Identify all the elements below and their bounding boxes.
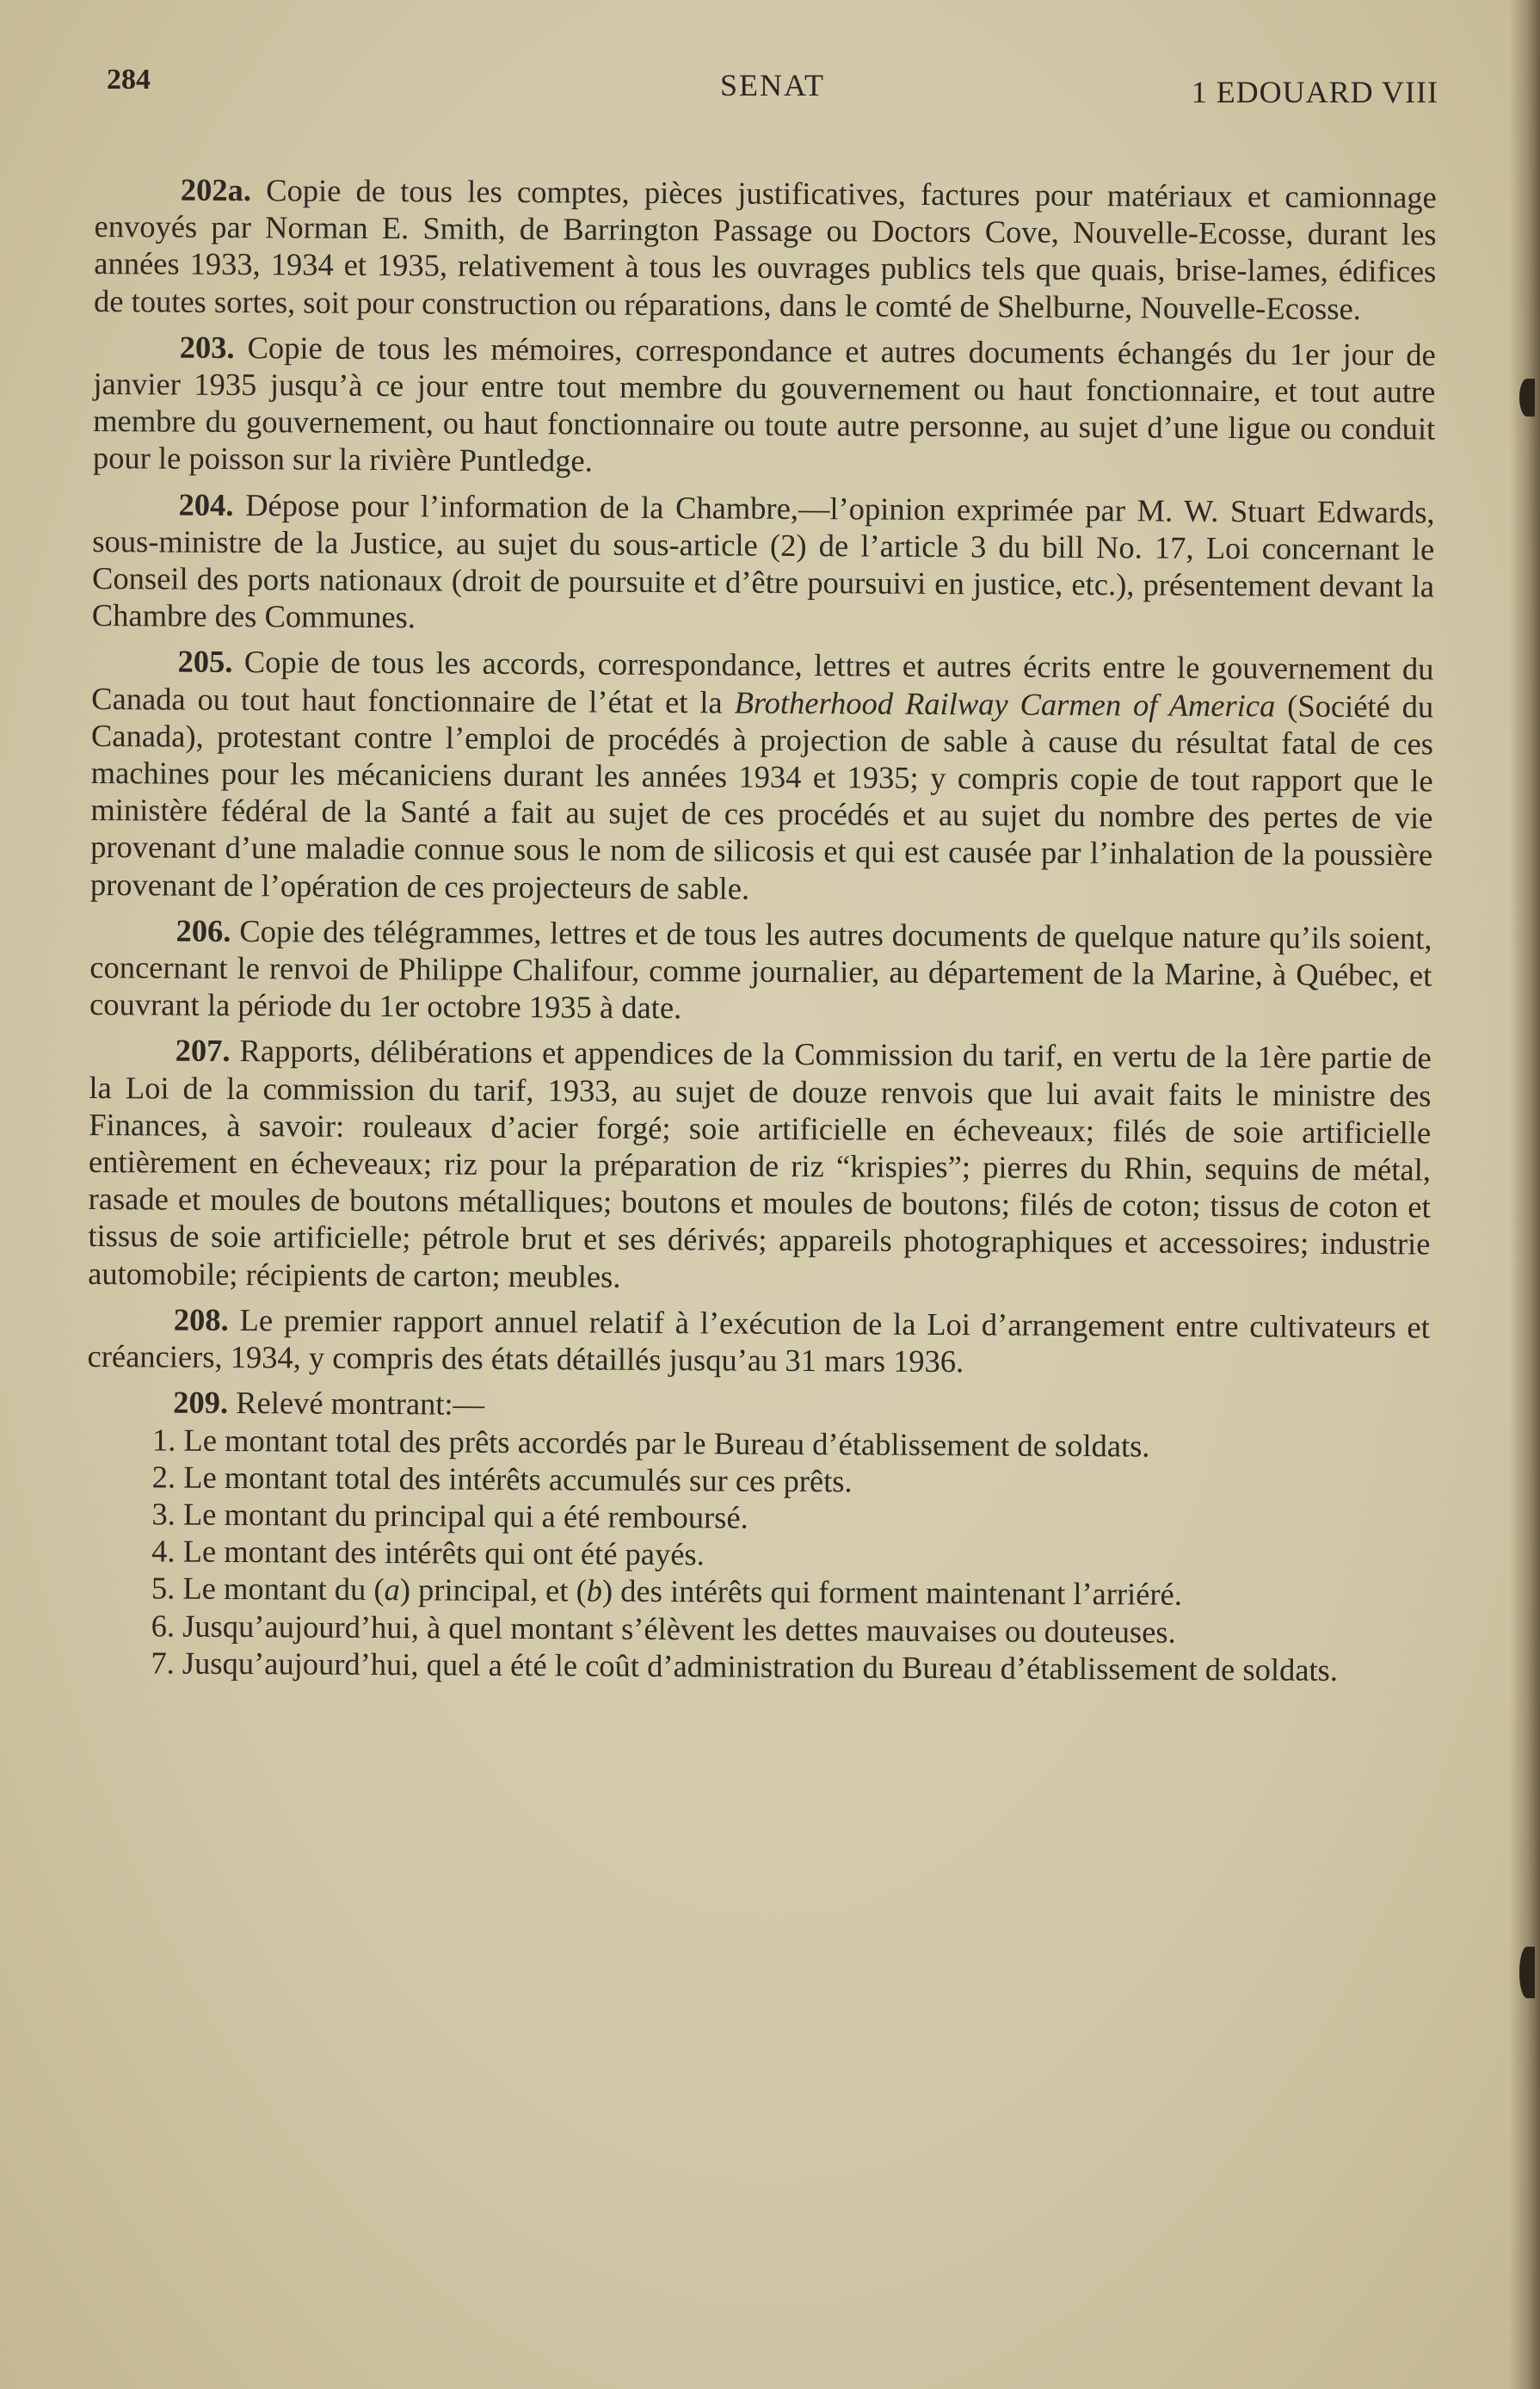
item-text: Copie des télégrammes, lettres et de tous les autres documents de quelque nature qu’ils soient, concernant le renvoi de Philippe Chalifour, comme journalier, au département de la Marine, à Québec, et couvrant la période du 1er octobre 1935 à date. — [89, 912, 1432, 1026]
item-number: 207. — [175, 1033, 231, 1069]
list-item — [90, 642, 1434, 911]
item-number: 205. — [177, 644, 233, 680]
item-text: Copie de tous les comptes, pièces justificatives, factures pour matériaux et camionnage envoyés par Norman E. Smith, de Barrington Passage ou Doctors Cove, Nouvelle-Ecosse, durant les années 1933, 1934 et 1935, relativement à tous les ouvrages publics tels que quais, brise-lames, édifices de toutes sortes, soit pour construction ou réparations, dans le comté de Shelburne, Nouvelle-Ecosse. — [93, 172, 1437, 326]
item-text: Relevé montrant:— — [236, 1385, 485, 1423]
item-number: 204. — [178, 486, 234, 522]
binding-hole-mark — [1519, 1947, 1535, 1998]
sub-item-text: ) des intérêts qui forment maintenant l’arriéré. — [601, 1572, 1183, 1613]
list-item — [87, 1300, 1429, 1383]
page-number: 284 — [107, 64, 151, 96]
list-item — [92, 485, 1435, 642]
item-number: 209. — [173, 1384, 229, 1421]
organization-name: Brotherhood Railway Carmen of America — [734, 684, 1276, 724]
item-number: 208. — [173, 1301, 229, 1337]
binding-hole-mark — [1519, 379, 1535, 417]
list-item — [94, 170, 1437, 327]
sub-item-text: ) principal, et ( — [399, 1571, 587, 1608]
item-text: Copie de tous les mémoires, correspondance et autres documents échangés du 1er jour de janvier 1935 jusqu’à ce jour entre tout membre du gouvernement ou haut fonctionnaire, et tout autre membre du gouvernement, ou haut fonctionnaire ou toute autre personne, au sujet d’une ligue ou conduit pour le poisson sur la rivière Puntledge. — [92, 329, 1436, 478]
sub-item: 4. Le montant des intérêts qui ont été payés. — [151, 1533, 705, 1572]
document-body — [85, 170, 1437, 1688]
chamber-title: SENAT — [719, 68, 825, 102]
page-edge-shadow — [1509, 0, 1540, 2389]
session-title: 1 EDOUARD VIII — [1191, 75, 1438, 109]
sub-item-text: 5. Le montant du ( — [151, 1570, 385, 1608]
item-number: 203. — [179, 329, 235, 365]
item-text: Copie de tous les accords, correspondance, lettres et autres écrits entre le gouvernement du Canada ou tout haut fonctionnaire de l’état et la — [91, 644, 1434, 720]
item-number: 202a. — [180, 171, 252, 208]
sub-item-letter: a — [384, 1571, 400, 1608]
sub-item: 6. Jusqu’aujourd’hui, à quel montant s’élèvent les dettes mauvaises ou douteuses. — [151, 1607, 1176, 1650]
item-text: Dépose pour l’information de la Chambre,—l’opinion exprimée par M. W. Stuart Edwards, sous-ministre de la Justice, au sujet du sous-article (2) de l’article 3 du bill No. 17, Loi concernant le Conseil des ports nationaux (droit de poursuite et d’être poursuivi en justice, etc.), présentement devant la Chambre des Communes. — [91, 486, 1435, 635]
sub-item: 7. Jusqu’aujourd’hui, quel a été le coût d’administration du Bureau d’établissement de soldats. — [151, 1645, 1339, 1688]
list-item — [88, 1031, 1432, 1299]
item-number: 206. — [176, 912, 231, 948]
list-item — [93, 328, 1436, 485]
item-text: (Société du Canada), protestant contre l’emploi de procédés à projection de sable à cause du résultat fatal de ces machines pour les mécaniciens durant les années 1934 et 1935; y compris copie de tout rapport que le ministère fédéral de la Santé a fait au sujet de ces procédés et au sujet du nombre des pertes de vie provenant d’une maladie connue sous le nom de silicosis et qui est causée par l’inhalation de la poussière provenant de l’opération de ces projecteurs de sable. — [89, 688, 1434, 906]
list-item — [89, 911, 1432, 1031]
sub-item: 3. Le montant du principal qui a été remboursé. — [151, 1496, 748, 1535]
sub-item-letter: b — [586, 1572, 603, 1608]
item-text: Le premier rapport annuel relatif à l’exécution de la Loi d’arrangement entre cultivateurs et créanciers, 1934, y compris des états détaillés jusqu’au 31 mars 1936. — [87, 1301, 1430, 1380]
sub-item: 2. Le montant total des intérêts accumulés sur ces prêts. — [151, 1459, 853, 1499]
item-text: Rapports, délibérations et appendices de la Commission du tarif, en vertu de la 1ère partie de la Loi de la commission du tarif, 1933, au sujet de douze renvois que lui avait faits le ministre des Finances, à savoir: rouleaux d’acier forgé; soie artificielle en écheveaux; filés de soie artificielle entièrement en écheveaux; riz pour la préparation de riz “krispies”; pierres du Rhin, sequins de métal, rasade et moules de boutons métalliques; boutons et moules de boutons; filés de coton; tissus de coton et tissus de soie artificielle; pétrole brut et ses dérivés; appareils photographiques et accessoires; industrie automobile; récipients de carton; meubles. — [88, 1033, 1432, 1294]
page-header — [107, 64, 1438, 115]
sub-item: 1. Le montant total des prêts accordés par le Bureau d’établissement de soldats. — [151, 1421, 1150, 1464]
